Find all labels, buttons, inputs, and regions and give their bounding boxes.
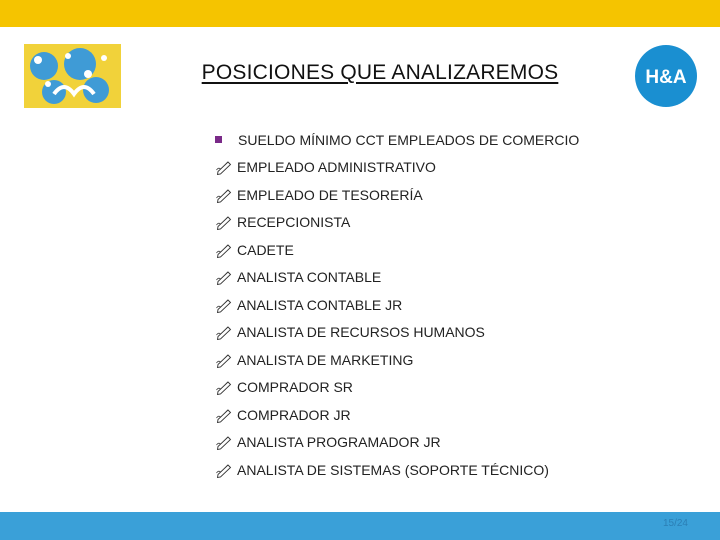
logo-right-text: H&A	[645, 67, 687, 88]
writing-pen-icon	[216, 188, 233, 203]
position-label: ANALISTA DE SISTEMAS (SOPORTE TÉCNICO)	[237, 461, 549, 478]
writing-pen-icon	[216, 408, 233, 423]
position-label: ANALISTA DE MARKETING	[237, 351, 414, 368]
position-label: ANALISTA CONTABLE JR	[237, 296, 403, 313]
writing-pen-icon	[216, 215, 233, 230]
position-label: CADETE	[237, 241, 294, 258]
bottom-accent-bar	[0, 512, 720, 540]
page-number: 15/24	[662, 518, 688, 529]
position-label: EMPLEADO ADMINISTRATIVO	[237, 159, 436, 175]
main-item-label: SUELDO MÍNIMO CCT EMPLEADOS DE COMERCIO	[238, 132, 580, 148]
writing-pen-icon	[216, 463, 233, 478]
position-label: EMPLEADO DE TESORERÍA	[237, 186, 423, 203]
ha-logo-icon	[635, 45, 697, 107]
writing-pen-icon	[216, 380, 233, 395]
top-accent-bar	[0, 0, 720, 27]
position-label: ANALISTA PROGRAMADOR JR	[237, 434, 441, 450]
position-label: ANALISTA DE RECURSOS HUMANOS	[237, 324, 485, 340]
writing-pen-icon	[216, 353, 233, 368]
writing-pen-icon	[216, 270, 233, 285]
writing-pen-icon	[216, 325, 233, 340]
logo-right	[635, 45, 697, 107]
writing-pen-icon	[216, 435, 233, 450]
square-bullet-icon	[215, 136, 222, 143]
writing-pen-icon	[216, 298, 233, 313]
position-label: COMPRADOR JR	[237, 406, 351, 423]
writing-pen-icon	[216, 243, 233, 258]
position-label: RECEPCIONISTA	[237, 214, 351, 230]
writing-pen-icon	[216, 160, 233, 175]
slide-title: POSICIONES QUE ANALIZAREMOS	[201, 61, 559, 84]
position-label: ANALISTA CONTABLE	[237, 269, 382, 285]
position-label: COMPRADOR SR	[237, 379, 353, 395]
